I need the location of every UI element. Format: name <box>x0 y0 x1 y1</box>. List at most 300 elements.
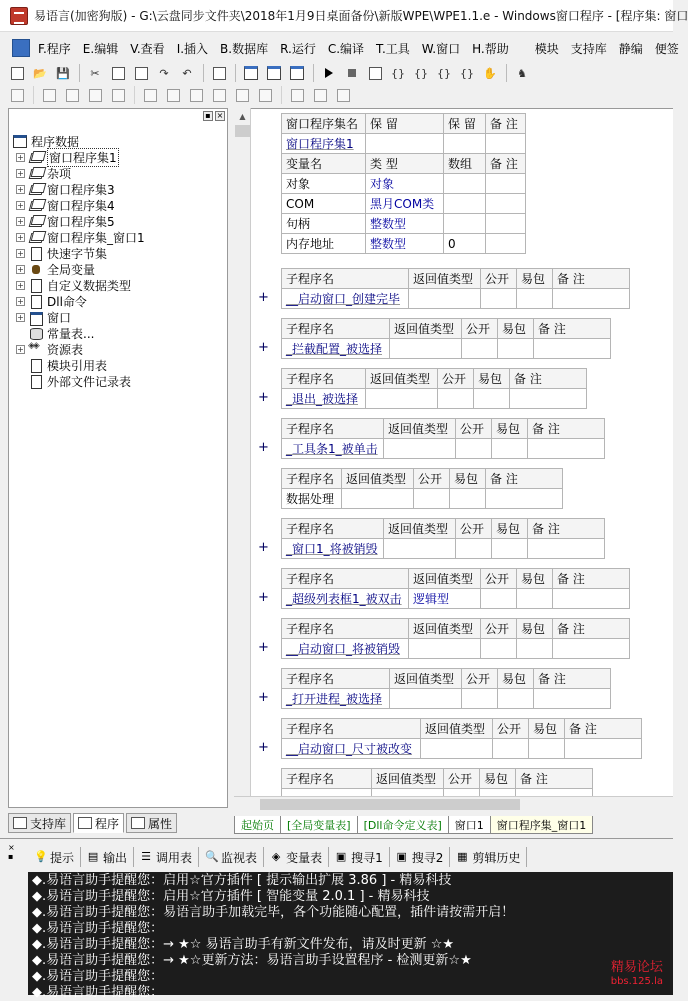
cell[interactable] <box>492 439 528 459</box>
hand-icon[interactable]: ✋ <box>483 66 497 80</box>
cell[interactable] <box>438 389 474 409</box>
run-to-cursor-icon[interactable]: {} <box>460 66 474 80</box>
app-logo-icon <box>10 7 28 25</box>
cell[interactable] <box>517 589 553 609</box>
layout-view-icon[interactable] <box>242 64 260 82</box>
header-public: 公开 <box>438 369 474 389</box>
cell[interactable] <box>510 389 587 409</box>
tab-dll-commands[interactable]: [Dll命令定义表] <box>357 816 449 834</box>
bulb-icon: 💡 <box>34 850 48 863</box>
output-console[interactable] <box>28 872 673 1000</box>
prog-icon <box>29 183 43 195</box>
menu-view[interactable]: V.查看 <box>130 41 165 56</box>
panel-view-icon[interactable] <box>265 64 283 82</box>
expand-icon[interactable]: + <box>17 232 24 242</box>
align-right-icon[interactable] <box>63 86 81 104</box>
expand-icon[interactable]: + <box>17 216 24 226</box>
width-icon[interactable] <box>288 86 306 104</box>
header-note: 备 注 <box>534 669 611 689</box>
window-icon <box>29 311 43 323</box>
header-note: 备 注 <box>516 769 593 789</box>
cell[interactable] <box>486 214 526 234</box>
assembly-table <box>281 113 526 254</box>
expand-icon[interactable]: + <box>17 248 24 258</box>
header-sub-name: 子程序名 <box>282 769 372 789</box>
menu-bar <box>0 36 679 60</box>
header-note: 备 注 <box>565 719 642 739</box>
tab-watch[interactable] <box>199 847 264 867</box>
tree-item-external-files[interactable] <box>13 373 145 389</box>
cell[interactable] <box>529 739 565 759</box>
sub-name[interactable]: _拦截配置_被选择 <box>282 339 390 359</box>
header-return-type: 返回值类型 <box>366 369 438 389</box>
var-name[interactable]: 对象 <box>282 174 366 194</box>
height-icon[interactable] <box>311 86 329 104</box>
menu-support-lib[interactable]: 支持库 <box>570 41 607 56</box>
tab-label: 支持库 <box>30 816 67 831</box>
output-line: ◆.易语言助手提醒您：启用☆官方插件 [ 提示输出扩展 3.86 ] - 精易科技 <box>32 873 452 888</box>
var-type[interactable]: 对象 <box>366 174 444 194</box>
header-note: 备 注 <box>486 469 563 489</box>
expand-icon[interactable]: + <box>17 200 24 210</box>
expand-sub-icon[interactable]: + <box>258 590 269 605</box>
sub-table <box>281 418 605 459</box>
var-type[interactable]: 整数型 <box>366 214 444 234</box>
cell[interactable] <box>462 339 498 359</box>
output-panel-header <box>0 838 673 872</box>
header-note: 备 注 <box>553 569 630 589</box>
expand-icon[interactable]: + <box>17 168 24 178</box>
cell[interactable] <box>366 134 444 154</box>
same-height-icon[interactable] <box>210 86 228 104</box>
paste-icon[interactable] <box>132 64 150 82</box>
tab-search2[interactable] <box>390 847 451 867</box>
db-icon <box>29 327 43 339</box>
cell[interactable] <box>528 539 605 559</box>
scroll-thumb[interactable] <box>260 799 520 810</box>
align-left-icon[interactable] <box>40 86 58 104</box>
output-line: ◆.易语言助手提醒您：启用☆官方插件 [ 智能变量 2.0.1 ] - 精易科技 <box>32 889 430 904</box>
tree-item-label: 常量表... <box>47 326 95 341</box>
header-public: 公开 <box>456 419 492 439</box>
sub-return-type[interactable] <box>409 289 481 309</box>
clipboard-icon: ▦ <box>457 850 468 863</box>
program-data-icon <box>13 135 27 148</box>
sub-name[interactable]: __启动窗口_尺寸被改变 <box>282 739 421 759</box>
header-note: 备 注 <box>510 369 587 389</box>
cell[interactable] <box>456 439 492 459</box>
expand-icon[interactable]: + <box>17 312 24 322</box>
tree-item-assembly-5[interactable] <box>13 213 145 229</box>
header-public: 公开 <box>456 519 492 539</box>
menu-compile[interactable]: C.编译 <box>327 41 365 56</box>
tree-item-globals[interactable] <box>13 261 145 277</box>
header-public: 公开 <box>481 619 517 639</box>
expand-sub-icon[interactable]: + <box>258 540 269 555</box>
tree-item-custom-types[interactable] <box>13 277 145 293</box>
program-icon <box>78 817 92 829</box>
expand-sub-icon[interactable]: + <box>258 690 269 705</box>
sub-return-type[interactable] <box>384 539 456 559</box>
menu-window[interactable]: W.窗口 <box>421 41 461 56</box>
pin-icon[interactable]: ▪ <box>8 852 14 861</box>
cell[interactable] <box>450 489 486 509</box>
cell[interactable] <box>517 639 553 659</box>
header-easy-pack: 易包 <box>492 419 528 439</box>
menu-static-compile[interactable]: 静编 <box>618 41 643 56</box>
header-easy-pack: 易包 <box>480 769 516 789</box>
sub-table <box>281 718 642 759</box>
close-icon[interactable]: × <box>216 111 224 120</box>
expand-icon[interactable]: + <box>17 152 24 162</box>
output-line: ◆.易语言助手提醒您： <box>32 985 164 1000</box>
tab-global-vars[interactable]: [全局变量表] <box>280 816 358 834</box>
tree-item-label: 杂项 <box>47 166 72 181</box>
menu-run[interactable]: R.运行 <box>280 41 316 56</box>
vertical-scrollbar[interactable] <box>234 108 251 808</box>
menu-database[interactable]: B.数据库 <box>220 41 269 56</box>
tree-item-assembly-3[interactable] <box>13 181 145 197</box>
sub-name[interactable]: _工具条1_被单击 <box>282 439 384 459</box>
menu-program[interactable]: F.程序 <box>38 41 71 56</box>
header-easy-pack: 易包 <box>492 519 528 539</box>
sub-return-type[interactable] <box>421 739 493 759</box>
sub-table <box>281 518 605 559</box>
header-sub-name: 子程序名 <box>282 619 409 639</box>
tab-call-stack[interactable] <box>134 847 199 867</box>
expand-sub-icon[interactable]: + <box>258 290 269 305</box>
header-public: 公开 <box>493 719 529 739</box>
expand-icon[interactable]: + <box>17 184 24 194</box>
cell[interactable] <box>481 589 517 609</box>
document-icon[interactable] <box>12 39 30 57</box>
tree-item-label: 窗口程序集_窗口1 <box>47 230 145 245</box>
redo-icon[interactable]: ↷ <box>159 66 169 80</box>
header-sub-name: 子程序名 <box>282 369 366 389</box>
cut-icon[interactable]: ✂ <box>90 66 100 80</box>
header-public: 公开 <box>444 769 480 789</box>
sub-name[interactable]: __启动窗口_创建完毕 <box>282 289 409 309</box>
toolbar-separator <box>134 86 135 104</box>
prog-icon <box>29 199 43 211</box>
var-array[interactable] <box>444 174 486 194</box>
align-toolbar <box>8 84 673 106</box>
cell[interactable] <box>486 234 526 254</box>
toolbar-separator <box>506 64 507 82</box>
tab-label: 程序 <box>95 816 120 831</box>
align-top-icon[interactable] <box>86 86 104 104</box>
header-var-name: 变量名 <box>282 154 366 174</box>
var-array[interactable]: 0 <box>444 234 486 254</box>
menu-notes[interactable]: 便签 <box>654 41 679 56</box>
center-vertical-icon[interactable] <box>164 86 182 104</box>
assembly-name[interactable]: 窗口程序集1 <box>282 134 366 154</box>
tab-clip-history[interactable] <box>450 847 527 867</box>
cell[interactable] <box>486 194 526 214</box>
header-return-type: 返回值类型 <box>342 469 414 489</box>
tab-variables[interactable] <box>264 847 329 867</box>
menu-help[interactable]: H.帮助 <box>472 41 509 56</box>
tree-item-label: 外部文件记录表 <box>47 374 132 389</box>
cell[interactable] <box>553 589 630 609</box>
center-horizontal-icon[interactable] <box>141 86 159 104</box>
close-icon[interactable]: × <box>8 843 15 852</box>
header-reserved: 保 留 <box>366 114 444 134</box>
header-sub-name: 子程序名 <box>282 669 390 689</box>
sub-name[interactable]: _超级列表框1_被双击 <box>282 589 409 609</box>
variables-icon: ◈ <box>271 850 281 863</box>
var-array[interactable] <box>444 194 486 214</box>
tab-assembly-window1[interactable]: 窗口程序集_窗口1 <box>490 816 594 834</box>
toolbar-separator <box>203 64 204 82</box>
cell[interactable] <box>498 339 534 359</box>
tree-item-assembly-window1[interactable] <box>13 229 145 245</box>
step-out-icon[interactable]: {} <box>437 66 451 80</box>
cell[interactable] <box>565 739 642 759</box>
doc-icon <box>29 279 43 291</box>
cell[interactable] <box>456 539 492 559</box>
tab-search1[interactable] <box>329 847 390 867</box>
cell[interactable] <box>486 489 563 509</box>
new-file-icon[interactable] <box>8 64 26 82</box>
cell[interactable] <box>517 289 553 309</box>
tab-program[interactable] <box>73 813 124 833</box>
cell[interactable] <box>528 439 605 459</box>
tree-item-module-refs[interactable] <box>13 357 145 373</box>
expand-icon[interactable]: + <box>17 280 24 290</box>
cell[interactable] <box>481 289 517 309</box>
tab-label: 搜寻1 <box>351 850 383 865</box>
copy-icon[interactable] <box>109 64 127 82</box>
scroll-thumb[interactable] <box>235 125 250 137</box>
header-easy-pack: 易包 <box>517 269 553 289</box>
tab-label: 提示 <box>50 850 75 865</box>
forum-watermark <box>611 961 663 989</box>
tree-item-fast-bytes[interactable] <box>13 245 145 261</box>
watermark-text: 精易论坛 <box>610 960 663 975</box>
header-return-type: 返回值类型 <box>421 719 493 739</box>
sub-return-type[interactable] <box>390 689 462 709</box>
run-icon[interactable] <box>320 64 338 82</box>
expand-sub-icon[interactable]: + <box>258 390 269 405</box>
find-icon[interactable] <box>210 64 228 82</box>
cell[interactable] <box>534 339 611 359</box>
cell[interactable] <box>462 689 498 709</box>
header-return-type: 返回值类型 <box>409 269 481 289</box>
sub-return-type[interactable]: 逻辑型 <box>409 589 481 609</box>
output-icon: ▤ <box>87 850 99 863</box>
output-tabs <box>28 847 527 867</box>
horizontal-scrollbar[interactable] <box>234 796 673 812</box>
var-array[interactable] <box>444 214 486 234</box>
header-public: 公开 <box>462 669 498 689</box>
stop-icon[interactable] <box>343 64 361 82</box>
sub-return-type[interactable] <box>409 639 481 659</box>
expand-sub-icon[interactable]: + <box>258 440 269 455</box>
cell[interactable] <box>498 689 534 709</box>
resource-icon <box>29 343 43 355</box>
sub-name[interactable]: _窗口1_将被销毁 <box>282 539 384 559</box>
align-bottom-icon[interactable] <box>109 86 127 104</box>
tree-item-window[interactable] <box>13 309 145 325</box>
header-return-type: 返回值类型 <box>384 419 456 439</box>
helper-icon[interactable]: ♞ <box>517 66 527 80</box>
cell[interactable] <box>474 389 510 409</box>
list-icon: ☰ <box>141 850 151 863</box>
sub-name[interactable]: _打开进程_被选择 <box>282 689 390 709</box>
step-over-icon[interactable]: {} <box>414 66 428 80</box>
output-line: ◆.易语言助手提醒您：→ ★☆ 易语言助手有新文件发布，请及时更新 ☆★ <box>32 937 455 952</box>
tree-item-dll[interactable] <box>13 293 145 309</box>
tree-item-label: 窗口程序集4 <box>47 198 115 213</box>
tree-item-label: 快速字节集 <box>47 246 108 261</box>
output-left-strip <box>0 872 28 995</box>
header-easy-pack: 易包 <box>474 369 510 389</box>
expand-sub-icon[interactable]: + <box>258 340 269 355</box>
tree-item-constants[interactable] <box>13 325 145 341</box>
output-line: ◆.易语言助手提醒您： <box>32 969 164 984</box>
sub-name[interactable]: __启动窗口_将被销毁 <box>282 639 409 659</box>
pot-icon <box>29 263 43 275</box>
header-sub-name: 子程序名 <box>282 419 384 439</box>
header-note: 备 注 <box>528 519 605 539</box>
cell[interactable] <box>486 174 526 194</box>
tab-properties[interactable] <box>126 813 177 833</box>
watermark-url: bbs.125.la <box>610 976 663 987</box>
toolbar-separator <box>281 86 282 104</box>
header-note: 备 注 <box>528 419 605 439</box>
sub-table <box>281 668 611 709</box>
menu-module[interactable]: 模块 <box>534 41 559 56</box>
same-size-icon[interactable] <box>233 86 251 104</box>
tab-label: 属性 <box>148 816 173 831</box>
tab-label: 输出 <box>103 850 128 865</box>
tree-item-assembly-1[interactable] <box>13 149 145 165</box>
cell[interactable] <box>481 639 517 659</box>
tab-label: 调用表 <box>156 850 193 865</box>
project-tree <box>13 133 145 389</box>
var-type[interactable]: 整数型 <box>366 234 444 254</box>
sub-table <box>281 268 630 309</box>
cell[interactable] <box>493 739 529 759</box>
output-line: ◆.易语言助手提醒您：易语言助手加载完毕，各个功能随心配置，插件请按需开启！ <box>32 905 515 920</box>
split-view-icon[interactable] <box>288 64 306 82</box>
search-icon: ▣ <box>396 850 407 863</box>
output-line: ◆.易语言助手提醒您： <box>32 921 164 936</box>
header-note: 备 注 <box>534 319 611 339</box>
var-type[interactable]: 黑月COM类 <box>366 194 444 214</box>
editor-tabs <box>234 814 673 834</box>
open-folder-icon[interactable]: 📂 <box>33 66 47 80</box>
space-icon[interactable] <box>256 86 274 104</box>
properties-icon <box>131 817 145 829</box>
expand-icon[interactable]: + <box>17 344 24 354</box>
tree-item-label: 资源表 <box>47 342 84 357</box>
prog-icon <box>29 231 43 243</box>
cell[interactable] <box>492 539 528 559</box>
project-tree-panel <box>8 108 228 808</box>
var-name[interactable]: 句柄 <box>282 214 366 234</box>
cell[interactable] <box>553 289 630 309</box>
tree-item-misc[interactable] <box>13 165 145 181</box>
tree-item-resources[interactable] <box>13 341 145 357</box>
header-note: 备 注 <box>486 114 526 134</box>
doc-icon <box>29 359 43 371</box>
sub-return-type[interactable] <box>384 439 456 459</box>
sub-return-type[interactable] <box>390 339 462 359</box>
cell[interactable] <box>414 489 450 509</box>
tab-hint[interactable] <box>28 847 81 867</box>
output-line: ◆.易语言助手提醒您：→ ★☆更新方法：易语言助手设置程序 - 检测更新☆★ <box>32 953 472 968</box>
prog-icon <box>29 151 43 163</box>
expand-sub-icon[interactable]: + <box>258 740 269 755</box>
tree-item-label: 模块引用表 <box>47 358 108 373</box>
undo-icon[interactable]: ↶ <box>182 66 192 80</box>
cell[interactable] <box>534 689 611 709</box>
sub-return-type[interactable] <box>366 389 438 409</box>
toolbar-separator <box>313 64 314 82</box>
panel-controls <box>203 111 225 121</box>
breakpoint-icon[interactable] <box>366 64 384 82</box>
expand-sub-icon[interactable]: + <box>258 640 269 655</box>
header-easy-pack: 易包 <box>517 569 553 589</box>
pin-icon[interactable]: ▪ <box>203 111 213 121</box>
expand-icon[interactable]: + <box>17 264 24 274</box>
tab-start-page[interactable]: 起始页 <box>234 816 281 834</box>
sub-table <box>281 618 630 659</box>
cell[interactable] <box>444 134 486 154</box>
sub-name[interactable]: 数据处理 <box>282 489 342 509</box>
menu-tools[interactable]: T.工具 <box>376 41 410 56</box>
sub-table <box>281 568 630 609</box>
header-sub-name: 子程序名 <box>282 319 390 339</box>
scroll-up-icon[interactable]: ▲ <box>239 112 246 121</box>
menu-insert[interactable]: I.插入 <box>176 41 209 56</box>
doc-icon <box>29 247 43 259</box>
menu-edit[interactable]: E.编辑 <box>82 41 119 56</box>
window-title: 易语言(加密狗版) - G:\云盘同步文件夹\2018年1月9日桌面备份\新版WPE\WPE1.1.e - Windows窗口程序 - [程序集: 窗口 <box>34 9 688 23</box>
header-easy-pack: 易包 <box>517 619 553 639</box>
same-width-icon[interactable] <box>187 86 205 104</box>
sub-name[interactable]: _退出_被选择 <box>282 389 366 409</box>
var-name[interactable]: 内存地址 <box>282 234 366 254</box>
tab-support-lib[interactable] <box>8 813 71 833</box>
sub-table <box>281 468 563 509</box>
sub-return-type[interactable] <box>342 489 414 509</box>
tab-output[interactable] <box>81 847 134 867</box>
save-icon[interactable]: 💾 <box>56 66 70 80</box>
header-easy-pack: 易包 <box>498 669 534 689</box>
tab-window1[interactable]: 窗口1 <box>448 816 491 834</box>
align-grid-icon[interactable] <box>8 86 26 104</box>
header-return-type: 返回值类型 <box>372 769 444 789</box>
tree-item-label: 窗口程序集5 <box>47 214 115 229</box>
header-sub-name: 子程序名 <box>282 719 421 739</box>
var-name[interactable]: COM <box>282 194 366 214</box>
header-return-type: 返回值类型 <box>409 569 481 589</box>
header-note: 备 注 <box>486 154 526 174</box>
expand-icon[interactable]: + <box>17 296 24 306</box>
tree-item-label: 窗口程序集1 <box>47 148 119 167</box>
tab-label: 剪辑历史 <box>472 850 521 865</box>
tree-item-assembly-4[interactable] <box>13 197 145 213</box>
cell[interactable] <box>486 134 526 154</box>
header-easy-pack: 易包 <box>529 719 565 739</box>
title-bar <box>0 0 688 32</box>
center-icon[interactable] <box>334 86 352 104</box>
cell[interactable] <box>553 639 630 659</box>
step-into-icon[interactable]: {} <box>391 66 405 80</box>
